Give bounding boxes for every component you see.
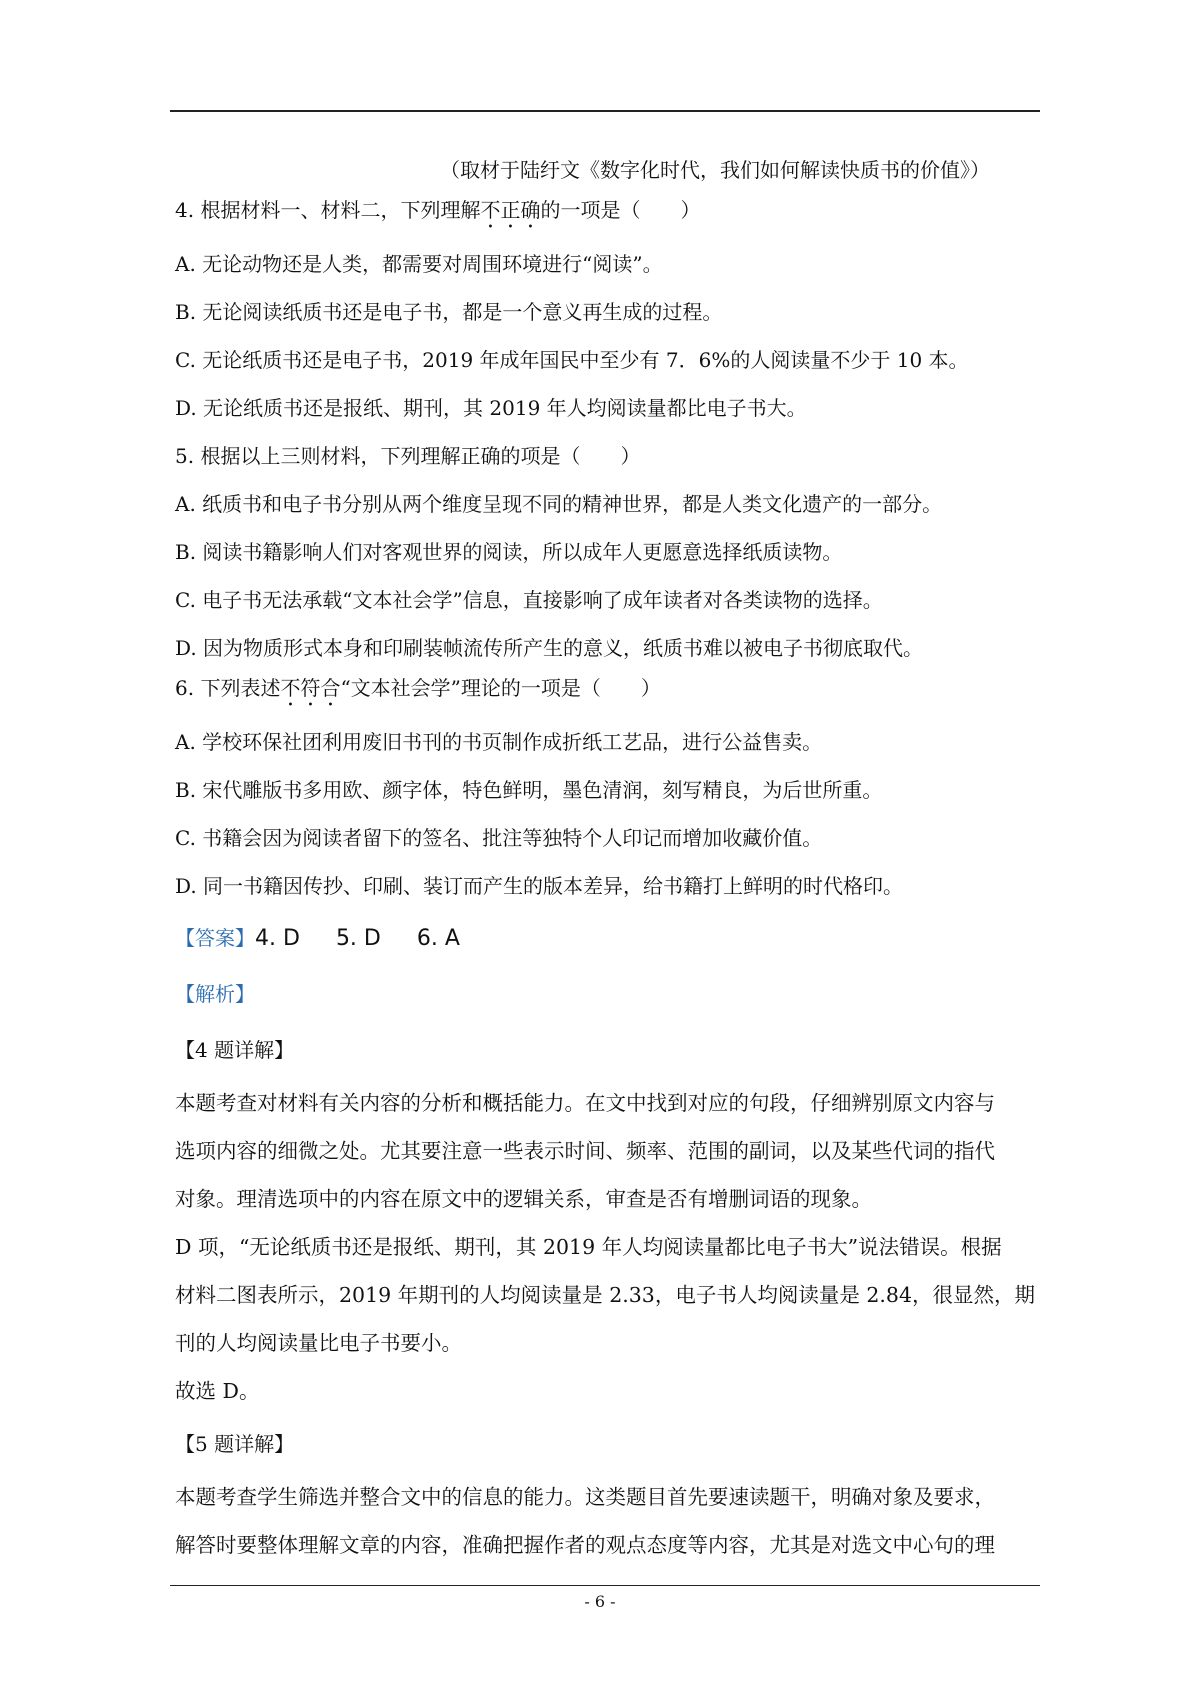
q6-stem-emphasis: 不符合 <box>280 676 341 700</box>
detail-4-line: 材料二图表所示，2019 年期刊的人均阅读量是 2.33，电子书人均阅读量是 2.84，很显然，期 <box>175 1283 1036 1307</box>
q5-option-a: A. 纸质书和电子书分别从两个维度呈现不同的精神世界，都是人类文化遗产的一部分。 <box>175 492 943 516</box>
source-citation: （取材于陆纡文《数字化时代，我们如何解读快质书的价值》） <box>440 158 990 182</box>
q6-option-c: C. 书籍会因为阅读者留下的签名、批注等独特个人印记而增加收藏价值。 <box>175 826 823 850</box>
q4-stem-suffix: 的一项是（ ） <box>540 198 701 222</box>
detail-4-line: 刊的人均阅读量比电子书要小。 <box>175 1331 462 1355</box>
answer-tag: 【答案】 <box>175 926 255 950</box>
q6-option-b: B. 宋代雕版书多用欧、颜字体，特色鲜明，墨色清润，刻写精良，为后世所重。 <box>175 778 883 802</box>
answer-item: 6. A <box>416 926 460 951</box>
q5-option-b: B. 阅读书籍影响人们对客观世界的阅读，所以成年人更愿意选择纸质读物。 <box>175 540 843 564</box>
detail-5-line: 解答时要整体理解文章的内容，准确把握作者的观点态度等内容，尤其是对选文中心句的理 <box>175 1533 995 1557</box>
q6-option-a: A. 学校环保社团利用废旧书刊的书页制作成折纸工艺品，进行公益售卖。 <box>175 730 823 754</box>
q6-option-d: D. 同一书籍因传抄、印刷、装订而产生的版本差异，给书籍打上鲜明的时代格印。 <box>175 874 904 898</box>
detail-4-line: 故选 D。 <box>175 1379 260 1403</box>
detail-4-line: 对象。理清选项中的内容在原文中的逻辑关系，审查是否有增删词语的现象。 <box>175 1187 872 1211</box>
answer-line <box>175 924 1042 953</box>
q5-option-c: C. 电子书无法承载“文本社会学”信息，直接影响了成年读者对各类读物的选择。 <box>175 588 883 612</box>
q4-option-a: A. 无论动物还是人类，都需要对周围环境进行“阅读”。 <box>175 252 663 276</box>
q4-stem-prefix: 4. 根据材料一、材料二，下列理解 <box>175 198 481 222</box>
detail-4-heading: 【4 题详解】 <box>175 1038 295 1062</box>
q5-option-d: D. 因为物质形式本身和印刷装帧流传所产生的意义，纸质书难以被电子书彻底取代。 <box>175 636 924 660</box>
question-5-stem: 5. 根据以上三则材料，下列理解正确的项是（ ） <box>175 444 641 468</box>
detail-4-line: 本题考查对材料有关内容的分析和概括能力。在文中找到对应的句段，仔细辨别原文内容与 <box>175 1091 995 1115</box>
answer-item: 5. D <box>335 926 381 951</box>
q4-stem-emphasis: 不正确 <box>480 198 541 222</box>
q4-option-d: D. 无论纸质书还是报纸、期刊，其 2019 年人均阅读量都比电子书大。 <box>175 396 807 420</box>
question-6-stem <box>175 674 1042 711</box>
q6-stem-suffix: “文本社会学”理论的一项是（ ） <box>340 676 661 700</box>
q4-option-c: C. 无论纸质书还是电子书，2019 年成年国民中至少有 7．6%的人阅读量不少于 10 本。 <box>175 348 969 372</box>
detail-4-line: 选项内容的细微之处。尤其要注意一些表示时间、频率、范围的副词，以及某些代词的指代 <box>175 1139 995 1163</box>
q6-stem-prefix: 6. 下列表述 <box>175 676 281 700</box>
footer-rule <box>170 1585 1040 1586</box>
question-4-stem <box>175 196 1042 233</box>
analysis-tag: 【解析】 <box>175 982 255 1006</box>
detail-4-line: D 项，“无论纸质书还是报纸、期刊，其 2019 年人均阅读量都比电子书大”说法错误。根据 <box>175 1235 1002 1259</box>
q4-option-b: B. 无论阅读纸质书还是电子书，都是一个意义再生成的过程。 <box>175 300 723 324</box>
detail-5-line: 本题考查学生筛选并整合文中的信息的能力。这类题目首先要速读题干，明确对象及要求， <box>175 1485 995 1509</box>
detail-5-heading: 【5 题详解】 <box>175 1432 295 1456</box>
answer-item: 4. D <box>255 926 300 951</box>
page-number: - 6 - <box>584 1592 616 1611</box>
header-rule <box>170 110 1040 112</box>
